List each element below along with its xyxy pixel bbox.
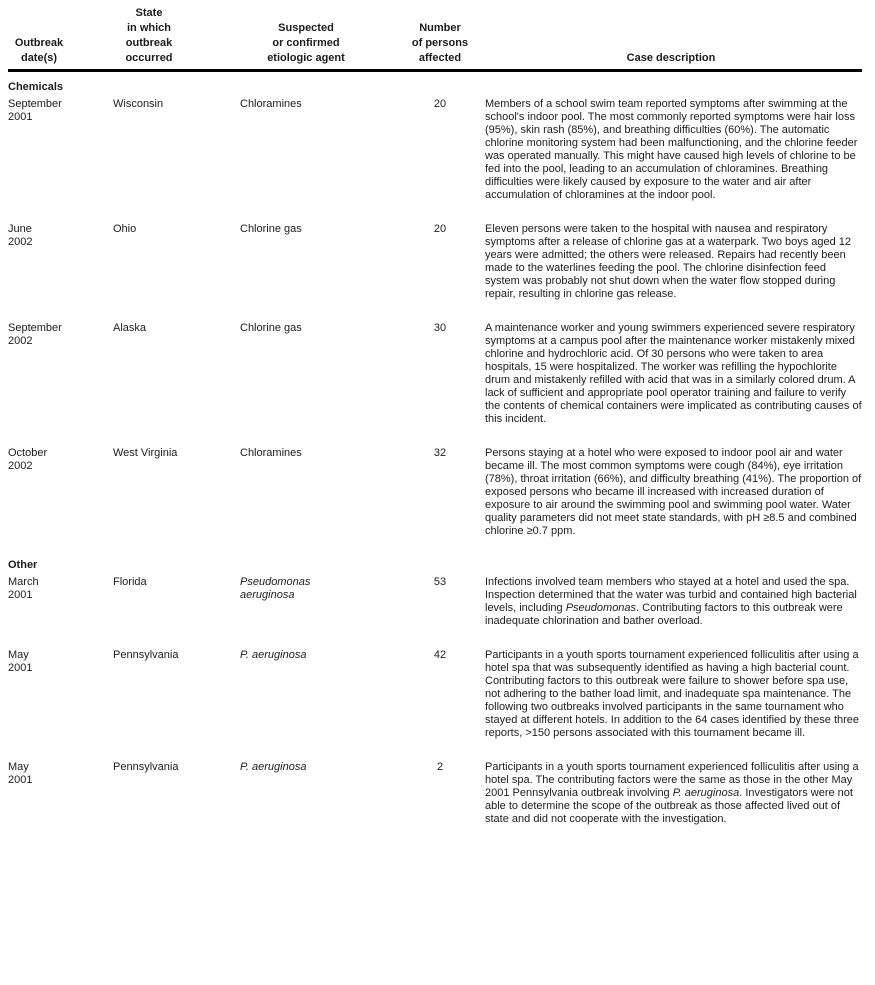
column-header-line: Suspected <box>278 22 334 34</box>
column-header-text-state <box>113 6 185 66</box>
date-line: 2001 <box>8 111 33 123</box>
agent-cell <box>240 223 400 301</box>
description-italic-segment: P. aeruginosa <box>672 787 740 799</box>
outbreak-table <box>8 6 862 826</box>
column-header-text-agent <box>240 21 372 66</box>
description-italic-segment: Pseudomonas <box>565 602 637 614</box>
outbreak-row <box>8 576 862 628</box>
column-header-line: in which <box>127 22 171 34</box>
agent-line: Chloramines <box>240 447 302 459</box>
date-cell <box>8 576 113 628</box>
column-header-description <box>480 6 862 66</box>
state-cell: West Virginia <box>113 447 178 459</box>
column-header-number <box>400 6 480 66</box>
date-cell <box>8 447 113 538</box>
column-header-line: affected <box>418 52 462 64</box>
agent-line: Chlorine gas <box>240 223 302 235</box>
outbreak-row <box>8 649 862 740</box>
agent-line: P. aeruginosa <box>240 761 307 773</box>
agent-cell <box>240 322 400 426</box>
column-header-line: Case description <box>626 52 716 64</box>
column-header-text-date <box>8 36 70 66</box>
column-header-line: State <box>135 7 163 19</box>
description-segment: Persons staying at a hotel who were exposed to indoor pool air and water became ill. The most common symptoms were cough (84%), eye irritation (78%), throat irritation (66%), and difficulty breathing (41%). The proportion of exposed persons who became ill increased with increased duration of exposure to air around the swimming pool and swimming pool water. Water quality parameters did not meet state standards, with pH ≥8.5 and combined chlorine ≥0.7 ppm. <box>485 447 862 537</box>
count-cell: 30 <box>433 322 447 334</box>
column-header-line: Number <box>419 22 461 34</box>
state-cell: Pennsylvania <box>113 649 179 661</box>
count-cell: 20 <box>433 223 447 235</box>
description-cell <box>480 649 862 740</box>
date-line: 2002 <box>8 335 33 347</box>
date-line: 2002 <box>8 236 33 248</box>
agent-line: Pseudomonas <box>240 576 311 588</box>
table-body <box>8 81 862 826</box>
state-cell: Wisconsin <box>113 98 164 110</box>
description-segment: . Contributing factors to this outbreak were inadequate chlorination and bather overload. <box>485 602 843 627</box>
agent-line: Chlorine gas <box>240 322 302 334</box>
date-line: May <box>8 649 29 661</box>
count-cell: 53 <box>433 576 447 588</box>
column-header-line: outbreak <box>125 37 173 49</box>
description-cell <box>480 223 862 301</box>
state-cell: Pennsylvania <box>113 761 179 773</box>
outbreak-row <box>8 447 862 538</box>
section-label-other: Other <box>8 559 38 571</box>
description-cell <box>480 761 862 826</box>
description-segment: Members of a school swim team reported symptoms after swimming at the school's indoor pool. The most commonly reported symptoms were hair loss (95%), skin rash (85%), and breathing difficulties (60%). The automatic chlorine monitoring system had been malfunctioning, and the chlorine feeder was operated manually. This might have caused high levels of chlorine to be fed into the pool, leading to an accumulation of chloramines. Breathing difficulties were likely caused by exposure to the water and air after accumulation of chloramines at the indoor pool. <box>485 98 858 201</box>
agent-line: Chloramines <box>240 98 302 110</box>
description-cell <box>480 322 862 426</box>
description-cell <box>480 447 862 538</box>
column-header-line: of persons <box>411 37 469 49</box>
agent-cell <box>240 447 400 538</box>
date-line: September <box>8 322 62 334</box>
description-cell <box>480 576 862 628</box>
date-cell <box>8 322 113 426</box>
agent-cell <box>240 576 400 628</box>
date-line: June <box>8 223 32 235</box>
description-segment: Eleven persons were taken to the hospital with nausea and respiratory symptoms after a release of chlorine gas at a waterpark. Two boys aged 12 years were admitted; the others were released. Repairs had recently been made to the waterlines feeding the pool. The chlorine disinfection feed system was probably not shut down when the water flow stopped during repair, resulting in chlorine gas release. <box>485 223 852 300</box>
date-line: 2002 <box>8 460 33 472</box>
date-cell <box>8 98 113 202</box>
column-header-state <box>113 6 240 66</box>
count-cell: 2 <box>436 761 444 773</box>
outbreak-row <box>8 761 862 826</box>
count-cell: 32 <box>433 447 447 459</box>
section-label-chemicals: Chemicals <box>8 81 64 93</box>
agent-cell <box>240 649 400 740</box>
date-cell <box>8 649 113 740</box>
description-segment: Participants in a youth sports tournament experienced folliculitis after using a hotel spa that was subsequently identified as having a high bacterial count. Contributing factors to this outbreak were failure to shower before spa use, not adhering to the bather load limit, and inadequate spa maintenance. The following two outbreaks involved participants in the same tournament who stayed at different hotels. In addition to the 64 cases identified by these three reports, >150 persons associated with this tournament became ill. <box>485 649 860 739</box>
date-line: September <box>8 98 62 110</box>
header-rule <box>8 69 862 72</box>
column-header-line: etiologic agent <box>267 52 345 64</box>
date-line: 2001 <box>8 589 33 601</box>
date-line: May <box>8 761 29 773</box>
outbreak-row <box>8 223 862 301</box>
description-segment: Participants in a youth sports tournament experienced folliculitis after using a hotel spa. The contributing factors were the same as those in the other May 2001 Pennsylvania outbreak involving <box>485 761 859 799</box>
column-header-date <box>8 6 113 66</box>
description-segment: A maintenance worker and young swimmers experienced severe respiratory symptoms at a campus pool after the maintenance worker mistakenly mixed chlorine and hydrochloric acid. Of 30 persons who were taken to area hospitals, 15 were hospitalized. The worker was refilling the hypochlorite drum and mistakenly refilled with acid that was in a similarly colored drum. A lack of sufficient and appropriate pool operator training and failure to verify the contents of chemical containers were implicated as contributing causes of this incident. <box>485 322 862 425</box>
agent-cell <box>240 761 400 826</box>
state-cell: Ohio <box>113 223 137 235</box>
column-header-text-number <box>400 21 480 66</box>
date-line: 2001 <box>8 662 33 674</box>
column-header-line: occurred <box>125 52 173 64</box>
outbreak-row <box>8 98 862 202</box>
state-cell: Florida <box>113 576 147 588</box>
description-segment: . Investigators were not able to determine the scope of the outbreak as those affected lived out of state and did not cooperate with the investigation. <box>485 787 853 825</box>
count-cell: 42 <box>433 649 447 661</box>
date-line: October <box>8 447 48 459</box>
column-header-line: date(s) <box>20 52 58 64</box>
agent-line: P. aeruginosa <box>240 649 307 661</box>
table-header-row <box>8 6 862 69</box>
outbreak-row <box>8 322 862 426</box>
date-line: 2001 <box>8 774 33 786</box>
state-cell: Alaska <box>113 322 147 334</box>
description-segment: Infections involved team members who stayed at a hotel and used the spa. Inspection determined that the water was turbid and contained high bacterial levels, including <box>485 576 857 614</box>
column-header-text-description <box>480 51 862 66</box>
agent-line: aeruginosa <box>240 589 295 601</box>
agent-cell <box>240 98 400 202</box>
date-line: March <box>8 576 39 588</box>
count-cell: 20 <box>433 98 447 110</box>
column-header-line: or confirmed <box>272 37 340 49</box>
date-cell <box>8 761 113 826</box>
description-cell <box>480 98 862 202</box>
column-header-line: Outbreak <box>14 37 64 49</box>
column-header-agent <box>240 6 400 66</box>
date-cell <box>8 223 113 301</box>
